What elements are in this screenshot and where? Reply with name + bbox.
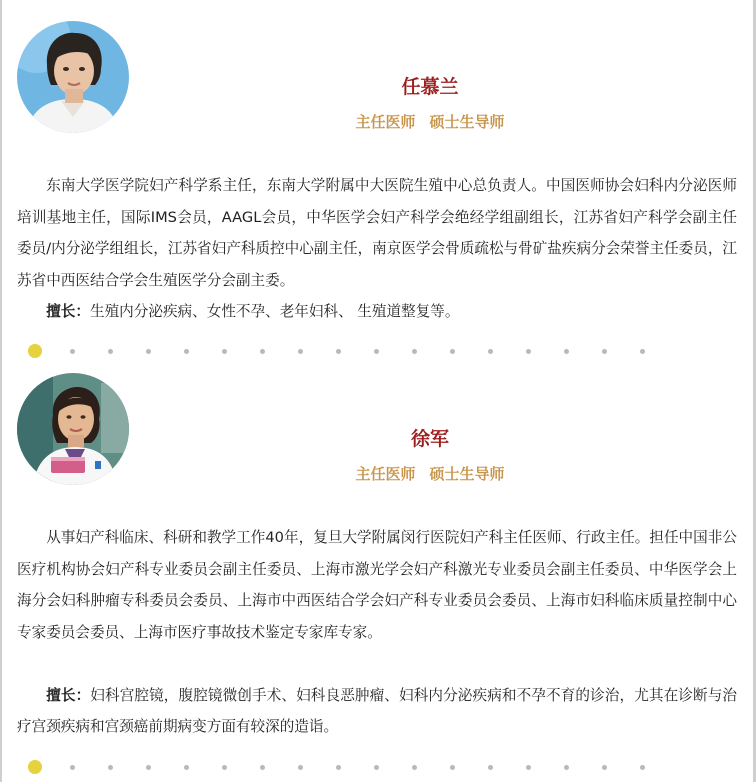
- doctor-title-2a: 主任医师: [355, 465, 416, 483]
- divider-dot: [564, 765, 569, 770]
- divider-dot: [640, 765, 645, 770]
- divider-dot: [184, 765, 189, 770]
- divider-dot: [298, 765, 303, 770]
- specialty-label-2: 擅长：: [46, 687, 91, 704]
- specialty-label-1: 擅长：: [46, 303, 90, 320]
- divider-dot: [602, 765, 607, 770]
- divider-dot: [374, 765, 379, 770]
- doctor-photo-2: [17, 373, 129, 485]
- divider-dot: [146, 765, 151, 770]
- dot-divider-2: [0, 758, 756, 778]
- doctor-title-1a: 主任医师: [355, 113, 416, 131]
- divider-dot: [70, 765, 75, 770]
- specialty-text-2: 妇科宫腔镜，腹腔镜微创手术、妇科良恶肿瘤、妇科内分泌疾病和不孕不育的诊治，尤其在诊断与治疗宫颈疾病和宫颈癌前期病变方面有较深的造诣。: [17, 687, 737, 735]
- doctor-specialty-2: [17, 680, 737, 742]
- doctor-name-2: 徐军: [410, 428, 449, 450]
- divider-dot: [222, 765, 227, 770]
- divider-dot: [336, 765, 341, 770]
- doctor-name-1: 任慕兰: [401, 76, 459, 98]
- divider-dot: [488, 765, 493, 770]
- doctor-titles-2: [280, 463, 580, 484]
- divider-accent-dot: [28, 760, 42, 774]
- doctor-bio-2: 从事妇产科临床、科研和教学工作40年，复旦大学附属闵行医院妇产科主任医师、行政主任。担任中国非公医疗机构协会妇产科专业委员会副主任委员、上海市激光学会妇产科激光专业委员会副主任委员、中华医学会上海分会妇科肿瘤专科委员会委员、上海市中西医结合学会妇产科专业委员会委员、上海市妇科临床质量控制中心专家委员会委员、上海市医疗事故技术鉴定专家库专家。: [17, 529, 737, 641]
- divider-dot: [108, 765, 113, 770]
- specialty-text-1: 生殖内分泌疾病、女性不孕、老年妇科、 生殖道整复等。: [89, 303, 460, 320]
- doctor-title-2b: 硕士生导师: [429, 465, 505, 483]
- doctor-bio-1: 东南大学医学院妇产科学系主任，东南大学附属中大医院生殖中心总负责人。中国医师协会妇科内分泌医师培训基地主任，国际IMS会员，AAGL会员，中华医学会妇产科学会绝经学组副组长，江苏省妇产科学会副主任委员/内分泌学组组长，江苏省妇产科质控中心副主任，南京医学会骨质疏松与骨矿盐疾病分会荣誉主任委员，江苏省中西医结合学会生殖医学分会副主委。: [17, 177, 738, 289]
- divider-dot: [260, 765, 265, 770]
- doctor-title-1b: 硕士生导师: [429, 113, 505, 131]
- divider-dot: [526, 765, 531, 770]
- divider-dot: [412, 765, 417, 770]
- divider-dot: [450, 765, 455, 770]
